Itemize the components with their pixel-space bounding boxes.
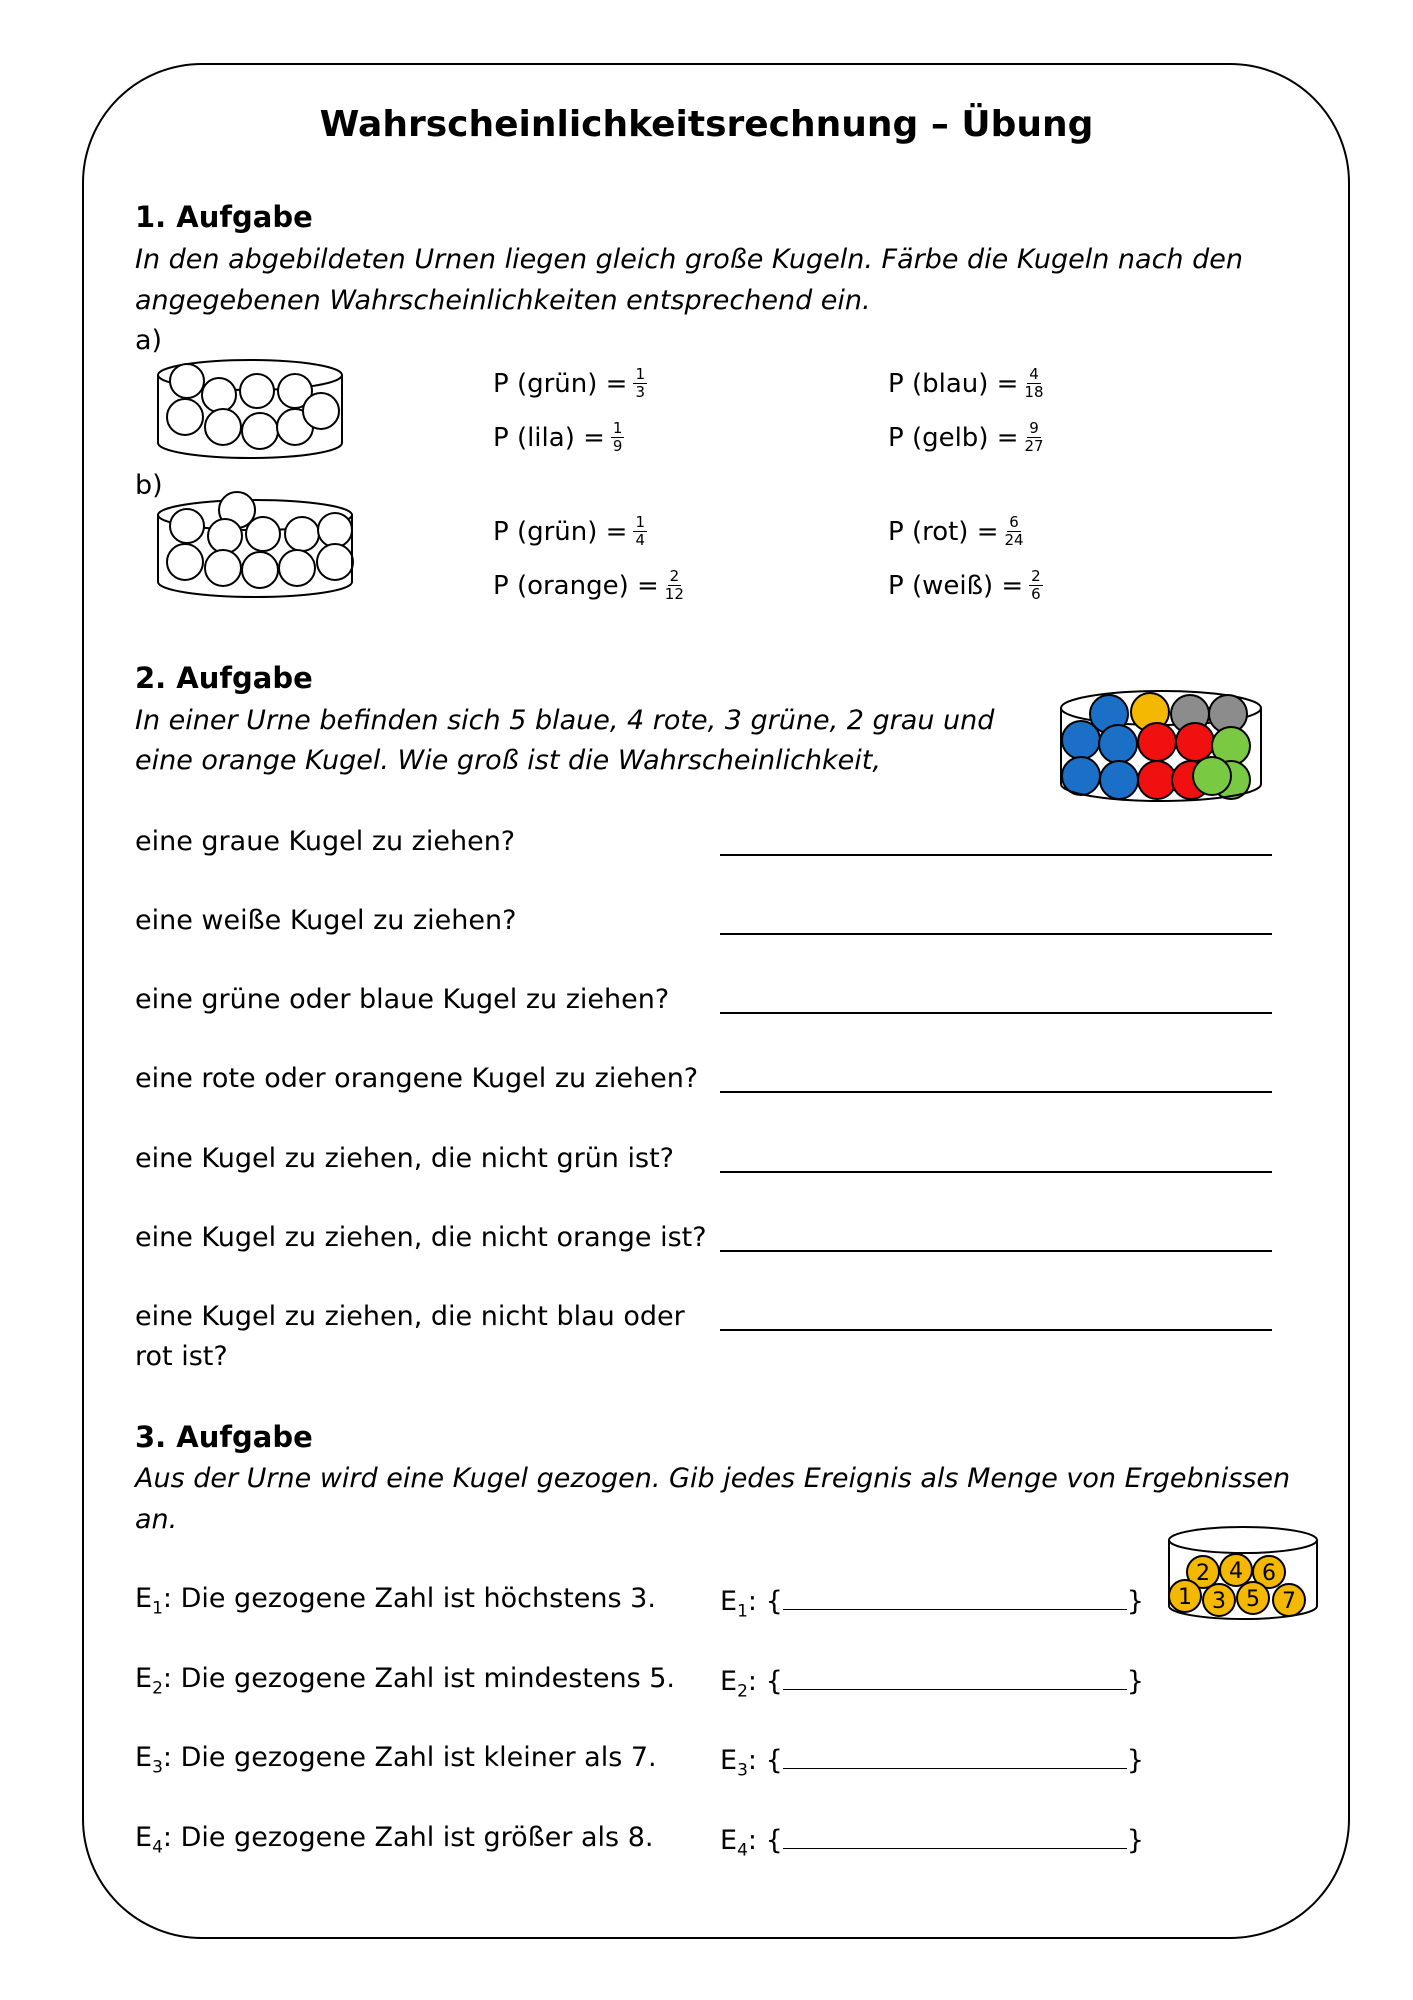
ball-red (1138, 723, 1176, 761)
svg-text:7: 7 (1282, 1589, 1296, 1614)
answer-line-3[interactable] (720, 1012, 1272, 1014)
svg-text:2: 2 (1196, 1561, 1210, 1586)
answer-line-4[interactable] (720, 1091, 1272, 1093)
event-2-answer[interactable]: $E_2$: { } (720, 1663, 1144, 1701)
ball-green (1193, 757, 1231, 795)
answer-line-2[interactable] (720, 933, 1272, 935)
question-5: eine Kugel zu ziehen, die nicht grün ist? (135, 1143, 674, 1174)
answer-line-5[interactable] (720, 1171, 1272, 1173)
prob-a-gruen: P (grün) = $\frac{1}{3}$ (493, 365, 645, 401)
event-3-answer[interactable]: $E_3$: { } (720, 1742, 1144, 1780)
event-1: $E_1$: Die gezogene Zahl ist höchstens 3. (135, 1583, 656, 1619)
ball-red (1138, 761, 1176, 799)
task1-a-label: a) (135, 325, 163, 356)
task1-instruction-line1: In den abgebildeten Urnen liegen gleich große Kugeln. Färbe die Kugeln nach den (135, 244, 1243, 275)
ball-blue (1062, 721, 1100, 759)
event-3: $E_3$: Die gezogene Zahl ist kleiner als 7. (135, 1742, 657, 1778)
question-7-cont: rot ist? (135, 1341, 228, 1372)
svg-text:6: 6 (1262, 1561, 1276, 1586)
event-1-answer[interactable]: $E_1$: { } (720, 1583, 1144, 1621)
task2-instruction-line2: eine orange Kugel. Wie groß ist die Wahrscheinlichkeit, (135, 745, 881, 776)
svg-text:3: 3 (1212, 1589, 1226, 1614)
prob-a-gelb: P (gelb) = $\frac{9}{27}$ (888, 419, 1044, 455)
question-4: eine rote oder orangene Kugel zu ziehen? (135, 1063, 699, 1094)
event-4: $E_4$: Die gezogene Zahl ist größer als 8. (135, 1822, 654, 1858)
prob-b-rot: P (rot) = $\frac{6}{24}$ (888, 513, 1024, 549)
svg-text:5: 5 (1246, 1587, 1260, 1612)
event-4-answer[interactable]: $E_4$: { } (720, 1822, 1144, 1860)
answer-line-1[interactable] (720, 854, 1272, 856)
svg-text:1: 1 (1178, 1585, 1192, 1610)
question-6: eine Kugel zu ziehen, die nicht orange ist? (135, 1222, 707, 1253)
urn-numbered-illustration (1163, 1520, 1328, 1630)
task3-heading: 3. Aufgabe (135, 1420, 313, 1454)
page-title: Wahrscheinlichkeitsrechnung – Übung (319, 104, 1094, 145)
answer-line-7[interactable] (720, 1329, 1272, 1331)
task3-instruction-line2: an. (135, 1504, 178, 1535)
urn-colored-illustration (1055, 680, 1270, 810)
svg-text:4: 4 (1229, 1559, 1243, 1584)
prob-b-orange: P (orange) = $\frac{2}{12}$ (493, 567, 684, 603)
task1-b-label: b) (135, 470, 163, 501)
task2-heading: 2. Aufgabe (135, 661, 313, 695)
task3-instruction-line1: Aus der Urne wird eine Kugel gezogen. Gib jedes Ereignis als Menge von Ergebnissen (135, 1463, 1291, 1494)
question-3: eine grüne oder blaue Kugel zu ziehen? (135, 984, 670, 1015)
ball-blue (1099, 725, 1137, 763)
ball-blue (1100, 761, 1138, 799)
prob-a-blau: P (blau) = $\frac{4}{18}$ (888, 365, 1044, 401)
urn-b-illustration (155, 490, 365, 605)
task1-instruction-line2: angegebenen Wahrscheinlichkeiten entsprechend ein. (135, 285, 871, 316)
prob-a-lila: P (lila) = $\frac{1}{9}$ (493, 419, 623, 455)
question-7: eine Kugel zu ziehen, die nicht blau oder (135, 1301, 685, 1332)
event-2: $E_2$: Die gezogene Zahl ist mindestens 5. (135, 1663, 675, 1699)
task1-heading: 1. Aufgabe (135, 200, 313, 234)
prob-b-gruen: P (grün) = $\frac{1}{4}$ (493, 513, 645, 549)
question-2: eine weiße Kugel zu ziehen? (135, 905, 517, 936)
prob-b-weiss: P (weiß) = $\frac{2}{6}$ (888, 567, 1041, 603)
question-1: eine graue Kugel zu ziehen? (135, 826, 516, 857)
answer-line-6[interactable] (720, 1250, 1272, 1252)
task2-instruction-line1: In einer Urne befinden sich 5 blaue, 4 rote, 3 grüne, 2 grau und (135, 705, 995, 736)
urn-a-illustration (155, 355, 355, 465)
ball-red (1176, 723, 1214, 761)
